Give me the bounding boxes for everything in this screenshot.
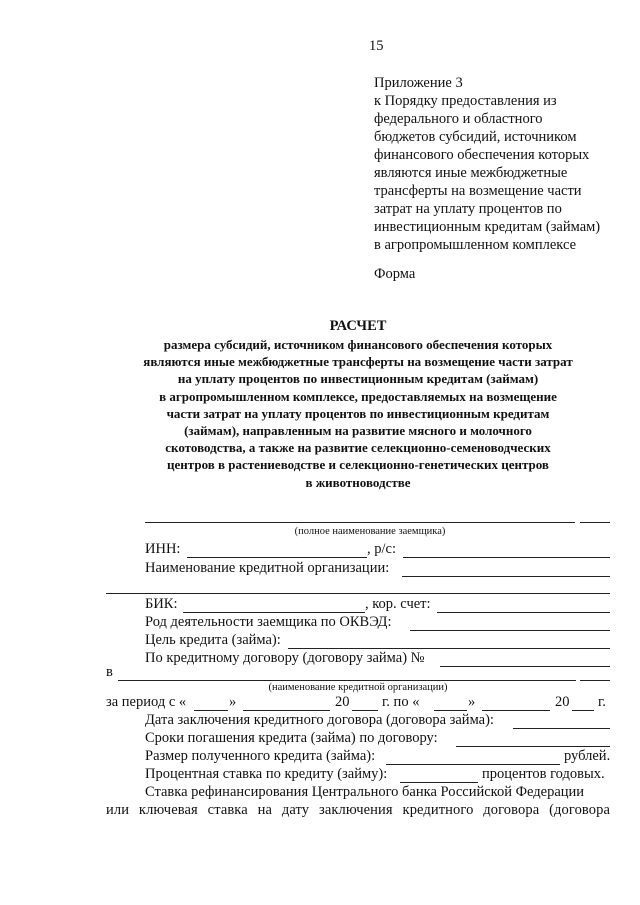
subtitle-line: в агропромышленном комплексе, предоставляемых на возмещение (159, 388, 557, 404)
year-prefix: 20 (555, 694, 570, 710)
purpose-label: Цель кредита (займа): (145, 632, 281, 648)
inn-field[interactable] (187, 557, 367, 558)
period-from-label: за период с « (106, 694, 187, 710)
agreement-bank-field-tail[interactable] (580, 680, 610, 681)
borrower-name-field-tail[interactable] (580, 522, 610, 523)
appendix-line: затрат на уплату процентов по (374, 201, 562, 217)
rate-label: Процентная ставка по кредиту (займу): (145, 766, 388, 782)
year-prefix: 20 (335, 694, 350, 710)
period-to-label: г. по « (382, 694, 420, 710)
kor-label: , кор. счет: (365, 596, 431, 612)
agreement-number-field[interactable] (440, 666, 610, 667)
appendix-line: трансферты на возмещение части (374, 183, 582, 199)
repayment-label: Сроки погашения кредита (займа) по договору: (145, 730, 438, 746)
period-to-day-field[interactable] (434, 710, 467, 711)
refi-line-1: Ставка рефинансирования Центрального банка Российской Федерации (145, 784, 585, 800)
rs-label: , р/с: (367, 541, 396, 557)
subtitle-line: на уплату процентов по инвестиционным кредитам (займам) (177, 371, 539, 387)
amount-unit: рублей. (564, 748, 611, 764)
credit-org-caption: (наименование кредитной организации) (268, 682, 448, 693)
appendix-line: Приложение 3 (374, 75, 463, 91)
date-concluded-field[interactable] (513, 728, 610, 729)
quote-close: » (468, 694, 476, 710)
year-suffix: г. (598, 694, 606, 710)
period-from-year-field[interactable] (352, 710, 378, 711)
appendix-line: являются иные межбюджетные (374, 165, 568, 181)
quote-close: » (229, 694, 237, 710)
appendix-line: бюджетов субсидий, источником (374, 129, 577, 145)
subtitle-line: размера субсидий, источником финансового обеспечения которых (163, 337, 553, 352)
period-to-month-field[interactable] (482, 710, 550, 711)
borrower-caption: (полное наименование заемщика) (294, 526, 446, 537)
okved-label: Род деятельности заемщика по ОКВЭД: (145, 614, 392, 630)
subtitle-line: центров в растениеводстве и селекционно-генетических центров (167, 457, 549, 473)
credit-org-field-line2[interactable] (106, 593, 610, 594)
refi-line-2: или ключевая ставка на дату заключения кредитного договора (договора (106, 802, 610, 818)
rs-field[interactable] (403, 557, 610, 558)
appendix-line: финансового обеспечения которых (374, 147, 590, 163)
bik-field[interactable] (183, 612, 365, 613)
credit-org-label: Наименование кредитной организации: (145, 560, 390, 576)
borrower-name-field[interactable] (145, 522, 575, 523)
inn-label: ИНН: (145, 541, 181, 557)
period-from-day-field[interactable] (194, 710, 228, 711)
okved-field[interactable] (410, 630, 610, 631)
kor-field[interactable] (437, 612, 610, 613)
rate-field[interactable] (400, 782, 478, 783)
appendix-line: федерального и областного (374, 111, 543, 127)
document-subtitle (0, 336, 640, 491)
bik-label: БИК: (145, 596, 178, 612)
subtitle-line: части затрат на уплату процентов по инвестиционным кредитам (166, 405, 550, 421)
appendix-line: инвестиционным кредитам (займам) (374, 219, 601, 235)
appendix-block (374, 74, 600, 254)
rate-unit: процентов годовых. (482, 766, 605, 782)
purpose-field[interactable] (288, 648, 610, 649)
agreement-label: По кредитному договору (договору займа) № (145, 650, 425, 666)
date-concluded-label: Дата заключения кредитного договора (договора займа): (145, 712, 494, 728)
in-label: в (106, 664, 113, 680)
period-to-year-field[interactable] (572, 710, 594, 711)
amount-field[interactable] (386, 764, 560, 765)
repayment-field[interactable] (456, 746, 610, 747)
subtitle-line: (займам), направленным на развитие мясного и молочного (184, 423, 532, 439)
period-from-month-field[interactable] (243, 710, 330, 711)
agreement-bank-field[interactable] (118, 680, 576, 681)
subtitle-line: скотоводства, а также на развитие селекционно-семеноводческих (165, 440, 551, 456)
amount-label: Размер полученного кредита (займа): (145, 748, 376, 764)
credit-org-field[interactable] (402, 576, 610, 577)
subtitle-line: в животноводстве (305, 474, 411, 490)
document-title: РАСЧЕТ (329, 318, 387, 334)
appendix-line: в агропромышленном комплексе (374, 237, 577, 253)
form-label: Форма (374, 266, 416, 282)
page-number: 15 (369, 38, 384, 54)
subtitle-line: являются иные межбюджетные трансферты на возмещение части затрат (143, 354, 573, 370)
appendix-line: к Порядку предоставления из (374, 93, 557, 109)
